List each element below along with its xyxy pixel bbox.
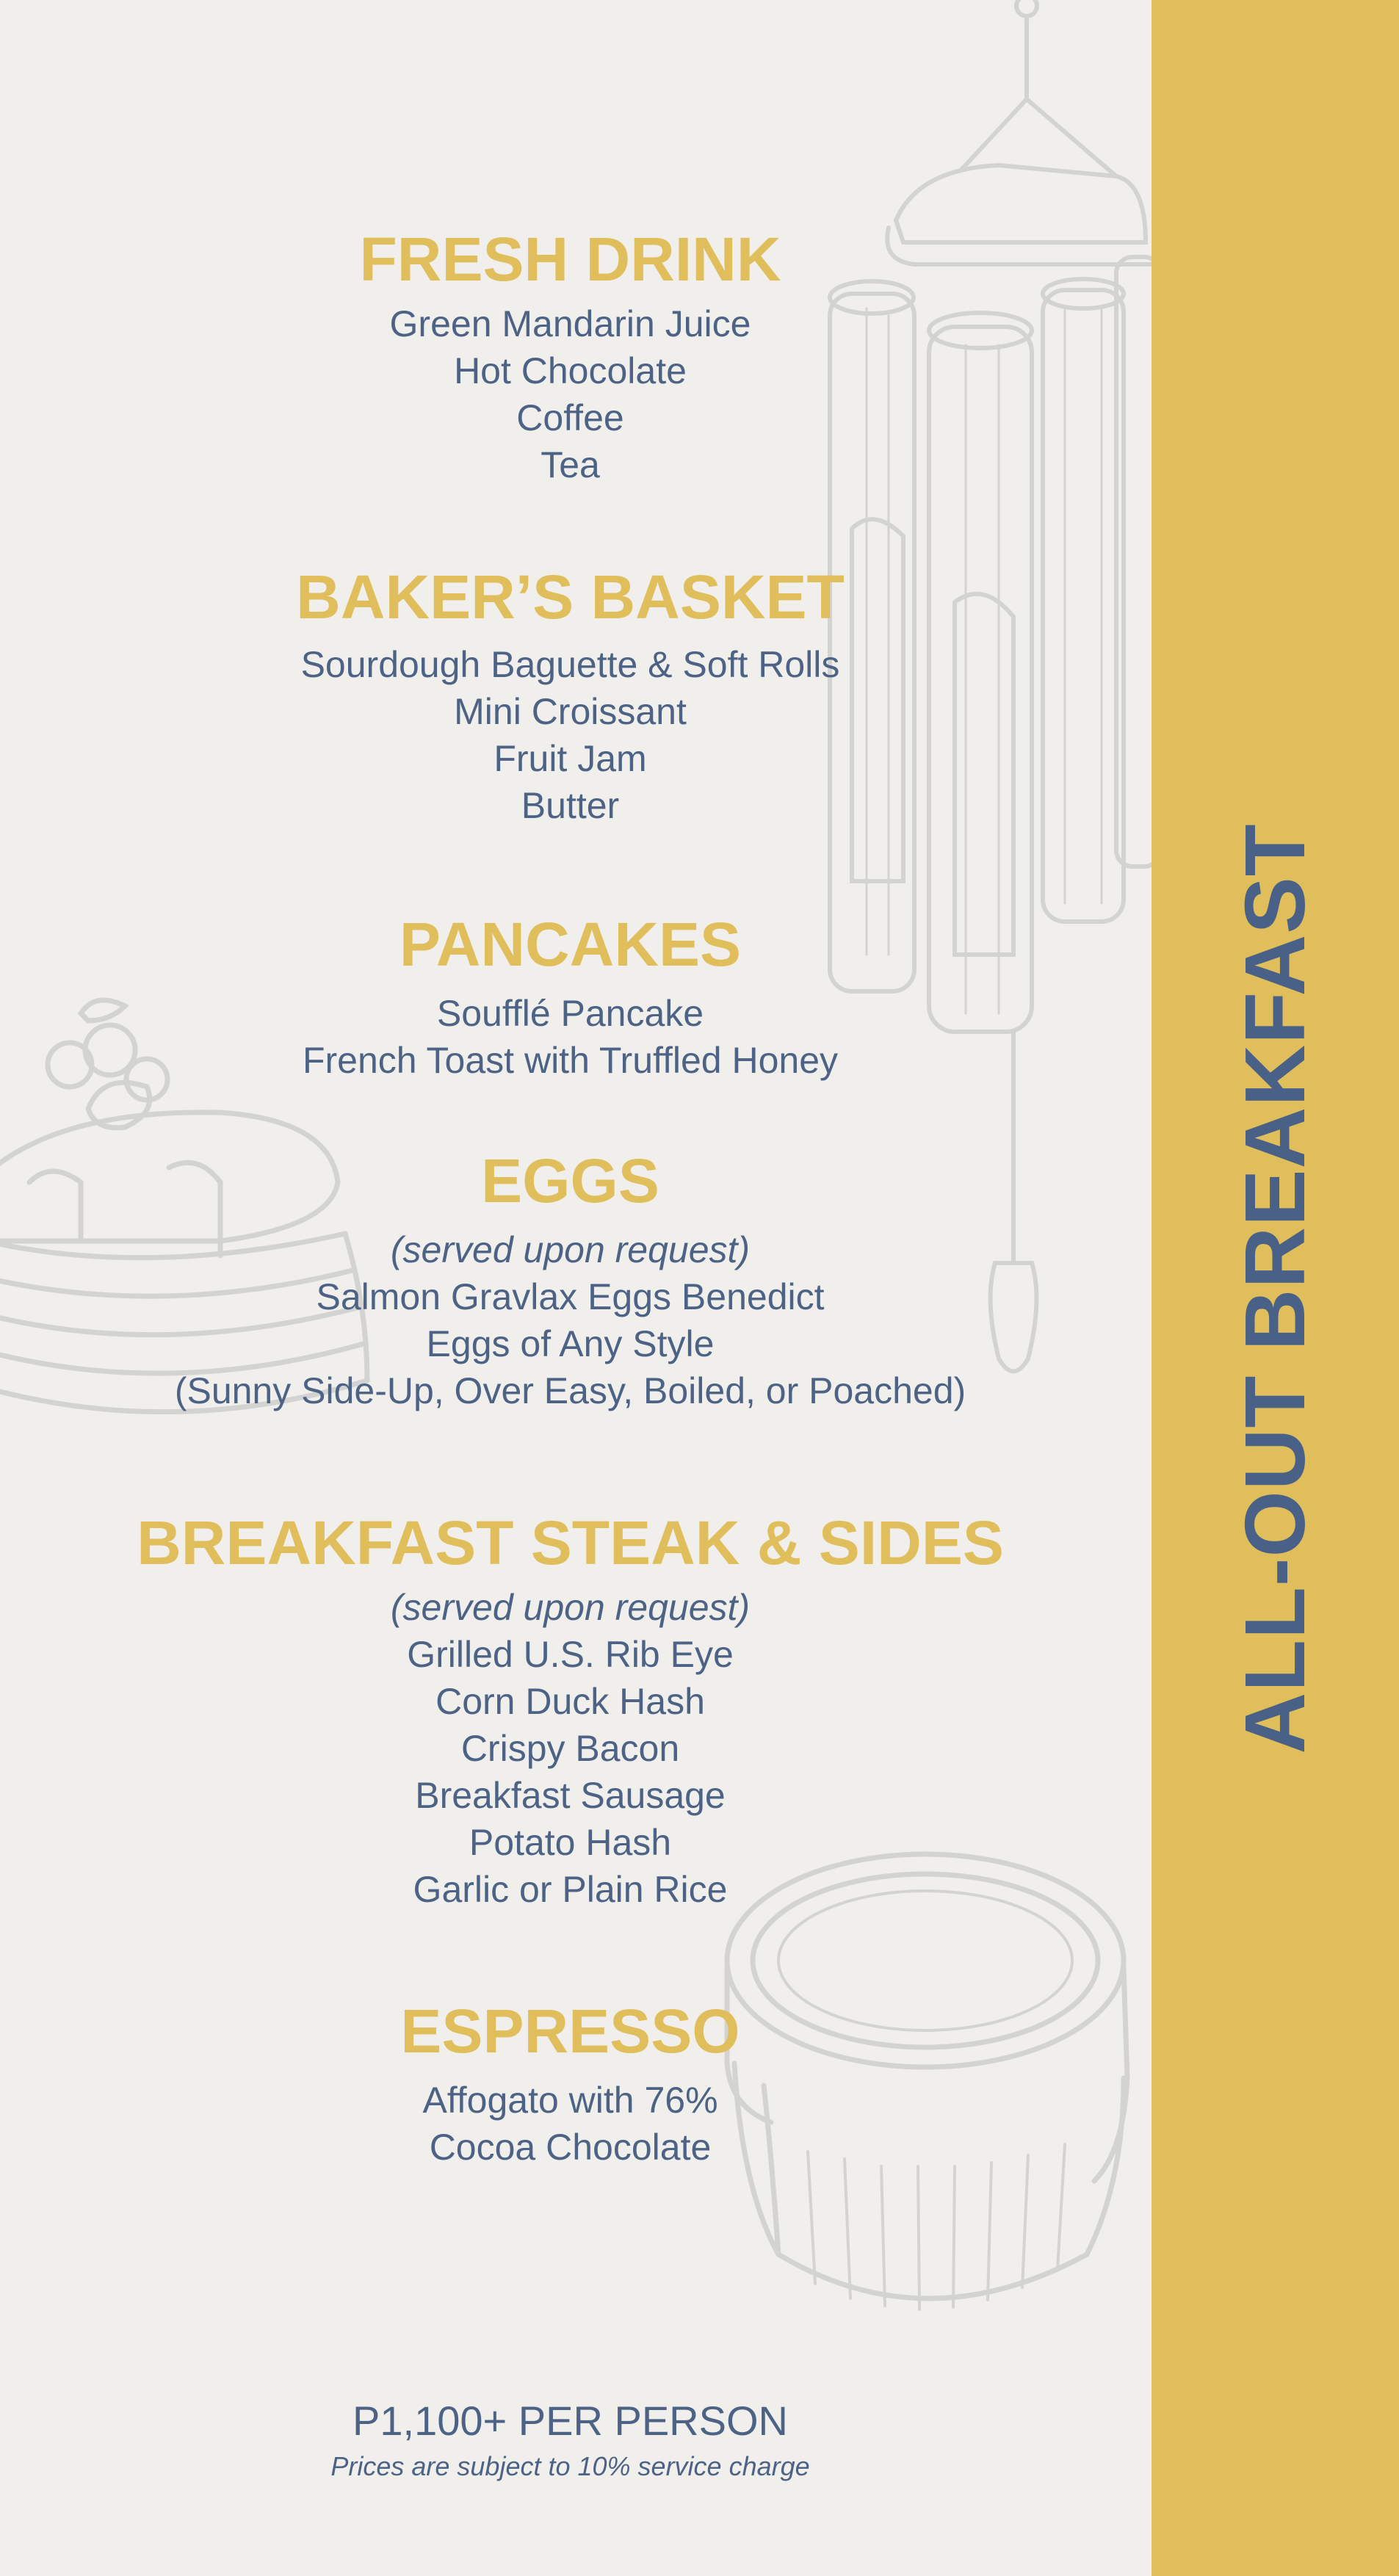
menu-item: Soufflé Pancake [436,993,704,1034]
section-items-breakfast-steak-sides [0,1584,1140,1913]
menu-item: Breakfast Sausage [415,1775,726,1816]
menu-item: Coffee [516,397,624,438]
section-heading-pancakes: PANCAKES [399,910,742,979]
section-heading-espresso: ESPRESSO [400,1997,740,2066]
section-items-eggs [0,1226,1140,1414]
menu-item: Fruit Jam [494,738,647,779]
section-items-espresso [0,2077,1140,2171]
menu-item: Cocoa Chocolate [429,2127,712,2168]
section-items-fresh-drink [0,300,1140,488]
menu-item: Eggs of Any Style [426,1323,715,1364]
service-charge-note: Prices are subject to 10% service charge [330,2451,810,2481]
menu-item: Potato Hash [469,1822,672,1863]
menu-item: Crispy Bacon [460,1728,680,1769]
section-note: (served upon request) [390,1587,751,1628]
menu-item: (Sunny Side-Up, Over Easy, Boiled, or Poached) [174,1370,966,1411]
section-heading-eggs: EGGS [481,1146,659,1215]
menu-item: Salmon Gravlax Eggs Benedict [316,1276,825,1317]
section-heading-fresh-drink: FRESH DRINK [359,225,781,294]
menu-item: Butter [521,785,620,826]
menu-item: Corn Duck Hash [435,1681,705,1722]
menu-item: Sourdough Baguette & Soft Rolls [300,644,840,685]
section-items-pancakes [0,990,1140,1084]
menu-item: Grilled U.S. Rib Eye [407,1634,734,1675]
sidebar-banner [1152,0,1399,2576]
price-per-person: P1,100+ PER PERSON [353,2398,788,2444]
menu-item: Mini Croissant [454,691,687,732]
menu-item: Affogato with 76% [422,2080,718,2121]
menu-item: French Toast with Truffled Honey [302,1040,839,1081]
menu-item: Green Mandarin Juice [389,303,751,344]
section-heading-bakers-basket: BAKER’S BASKET [296,562,845,632]
sidebar-title: ALL-OUT BREAKFAST [1227,823,1323,1754]
menu-item: Hot Chocolate [454,350,687,391]
section-note: (served upon request) [390,1229,751,1270]
menu-item: Garlic or Plain Rice [413,1869,728,1910]
menu-item: Tea [541,444,600,485]
section-items-bakers-basket [0,641,1140,829]
section-heading-breakfast-steak-sides: BREAKFAST STEAK & SIDES [137,1508,1004,1577]
